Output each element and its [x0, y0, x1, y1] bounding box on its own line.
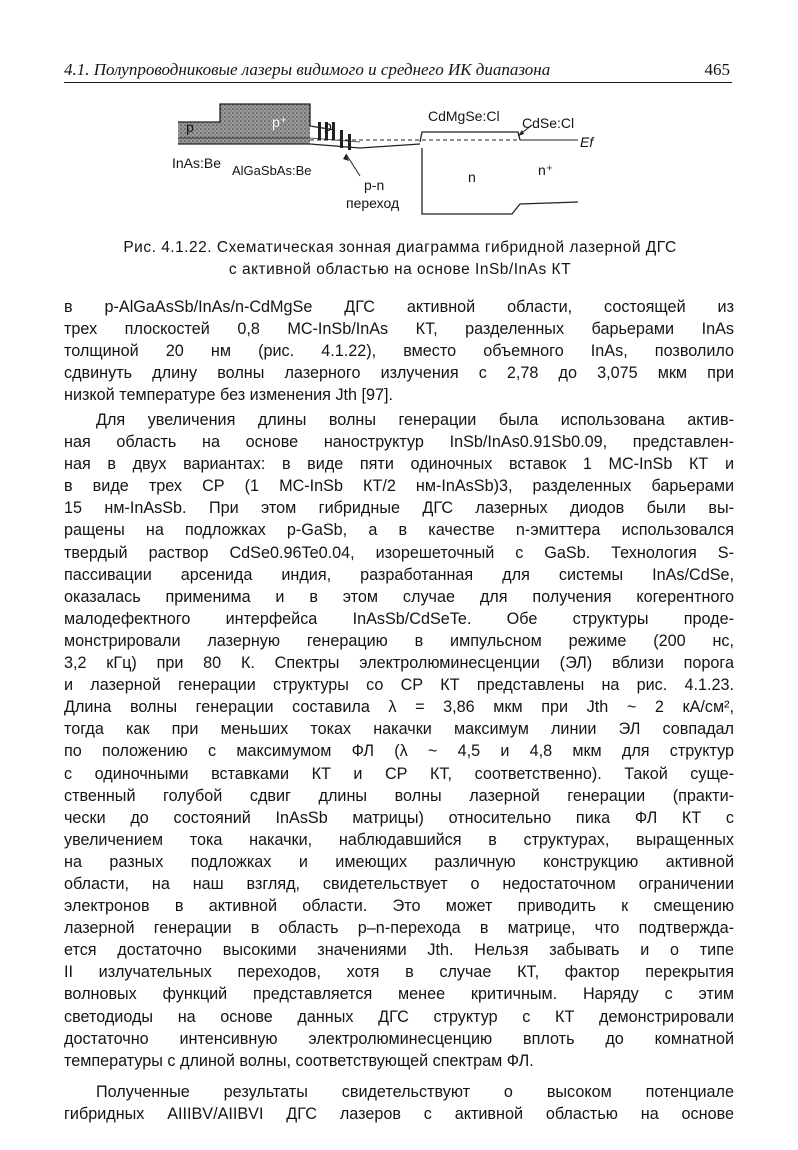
- band-diagram-figure: [160, 92, 600, 237]
- text-line: низкой температуре без изменения Jth [97].: [64, 386, 394, 405]
- text-line: оказалась применима и в этом случае для получения когерентного: [64, 587, 734, 606]
- text-line: достаточно интенсивную электролюминесценцию вплоть до комнатной: [64, 1029, 734, 1048]
- paragraph-3: [64, 1081, 734, 1125]
- text-line: ная область на основе наноструктур InSb/InAs0.91Sb0.09, представлен-: [64, 433, 734, 452]
- running-title: 4.1. Полупроводниковые лазеры видимого и среднего ИК диапазона: [64, 60, 551, 79]
- text-line: чески до состояний InAsSb матрицы) относительно пика ФЛ КТ с: [64, 808, 734, 827]
- text-line: волновых функций представляется менее критичным. Наряду с этим: [64, 985, 734, 1004]
- label-algasbas-be: AlGaSbAs:Be: [232, 163, 312, 178]
- text-line: температуры с длиной волны, соответствующей спектрам ФЛ.: [64, 1051, 534, 1070]
- text-line: и лазерной генерации структуры со СР КТ представлены на рис. 4.1.23.: [64, 676, 734, 695]
- text-line: Для увеличения длины волны генерации была использована актив-: [96, 411, 734, 429]
- caption-line-2: с активной областью на основе InSb/InAs КТ: [228, 261, 572, 278]
- text-line: области, на наш взгляд, свидетельствует о недостаточном ограничении: [64, 874, 734, 893]
- label-p-plus: p⁺: [272, 114, 288, 130]
- label-inas-be: InAs:Be: [172, 155, 222, 171]
- text-line: трех плоскостей 0,8 МС-InSb/InAs КТ, разделенных барьерами InAs: [64, 320, 734, 339]
- label-fermi: Ef: [580, 134, 594, 150]
- text-line: II излучательных переходов, хотя в случае КТ, фактор перекрытия: [64, 963, 734, 982]
- text-line: ращены на подложках p-GaSb, а в качестве n-эмиттера использовался: [64, 521, 734, 540]
- label-pn-2: переход: [346, 195, 400, 211]
- text-line: в p-AlGaAsSb/InAs/n-CdMgSe ДГС активной области, состоящей из: [64, 298, 734, 316]
- text-line: твердый раствор CdSe0.96Te0.04, изорешеточный с GaSb. Технология S-: [64, 543, 734, 562]
- text-line: 3,2 кГц) при 80 К. Спектры электролюминесценции (ЭЛ) вблизи порога: [64, 654, 734, 673]
- figure-caption: [60, 237, 740, 281]
- text-line: по положению с максимумом ФЛ (λ ~ 4,5 и 4,8 мкм для структур: [64, 742, 734, 761]
- p-left-shading: [178, 122, 223, 144]
- paragraph-1: [64, 296, 734, 406]
- text-line: ется достаточно высокими значениями Jth. Нельзя забывать и о типе: [64, 941, 734, 960]
- text-line: гибридных AIIIBV/AIIBVI ДГС лазеров с активной областью на основе: [64, 1105, 734, 1124]
- label-n: n: [468, 169, 476, 185]
- text-line: в виде трех СР (1 МС-InSb КТ/2 нм-InAsSb)3, разделенных барьерами: [64, 477, 734, 496]
- label-p-left: p: [186, 119, 194, 135]
- text-line: увеличением тока накачки, наблюдавшийся в структурах, выращенных: [64, 830, 734, 849]
- label-cdmgse: CdMgSe:Cl: [428, 108, 500, 124]
- caption-line-1: Рис. 4.1.22. Схематическая зонная диаграмма гибридной лазерной ДГС: [123, 239, 677, 256]
- running-header: [64, 58, 732, 83]
- label-p-small: p: [324, 118, 332, 134]
- text-line: 15 нм-InAsSb. При этом гибридные ДГС лазерных диодов были вы-: [64, 499, 734, 518]
- text-line: ственный голубой сдвиг длины волны лазерной генерации (практи-: [64, 786, 734, 805]
- band-diagram: [160, 92, 600, 237]
- text-line: пассивации арсенида индия, разработанная для системы InAs/CdSe,: [64, 565, 734, 584]
- text-line: лазерной генерации в область p–n-перехода в матрице, что подтвержда-: [64, 919, 734, 938]
- text-line: толщиной 20 нм (рис. 4.1.22), вместо объемного InAs, позволило: [64, 342, 734, 361]
- label-n-plus: n⁺: [538, 162, 554, 178]
- label-pn-1: p-n: [364, 177, 385, 193]
- text-line: светодиоды на основе данных ДГС структур с КТ демонстрировали: [64, 1007, 734, 1026]
- text-line: электронов в активной области. Это может приводить к смещению: [64, 897, 734, 916]
- page-number: 465: [704, 60, 730, 79]
- text-line: Полученные результаты свидетельствуют о высоком потенциале: [96, 1083, 734, 1101]
- paragraph-2: [64, 409, 734, 1072]
- label-cdse: CdSe:Cl: [522, 115, 575, 131]
- text-line: малодефектного интерфейса InAsSb/CdSeTe. Обе структуры проде-: [64, 609, 734, 628]
- text-line: сдвинуть длину волны лазерного излучения с 2,78 до 3,075 мкм при: [64, 364, 734, 383]
- text-line: с одиночными вставками КТ и СР КТ, соответственно). Такой суще-: [64, 764, 734, 783]
- text-line: на разных подложках и имеющих различную конструкцию активной: [64, 852, 734, 871]
- text-line: ная в двух вариантах: в виде пяти одиночных вставок 1 МС-InSb КТ и: [64, 455, 734, 474]
- text-line: тогда как при меньших токах накачки максимум линии ЭЛ совпадал: [64, 720, 734, 739]
- text-line: монстрировали лазерную генерацию в импульсном режиме (200 нс,: [64, 631, 734, 650]
- text-line: Длина волны генерации составила λ = 3,86 мкм при Jth ~ 2 кА/см²,: [64, 698, 734, 717]
